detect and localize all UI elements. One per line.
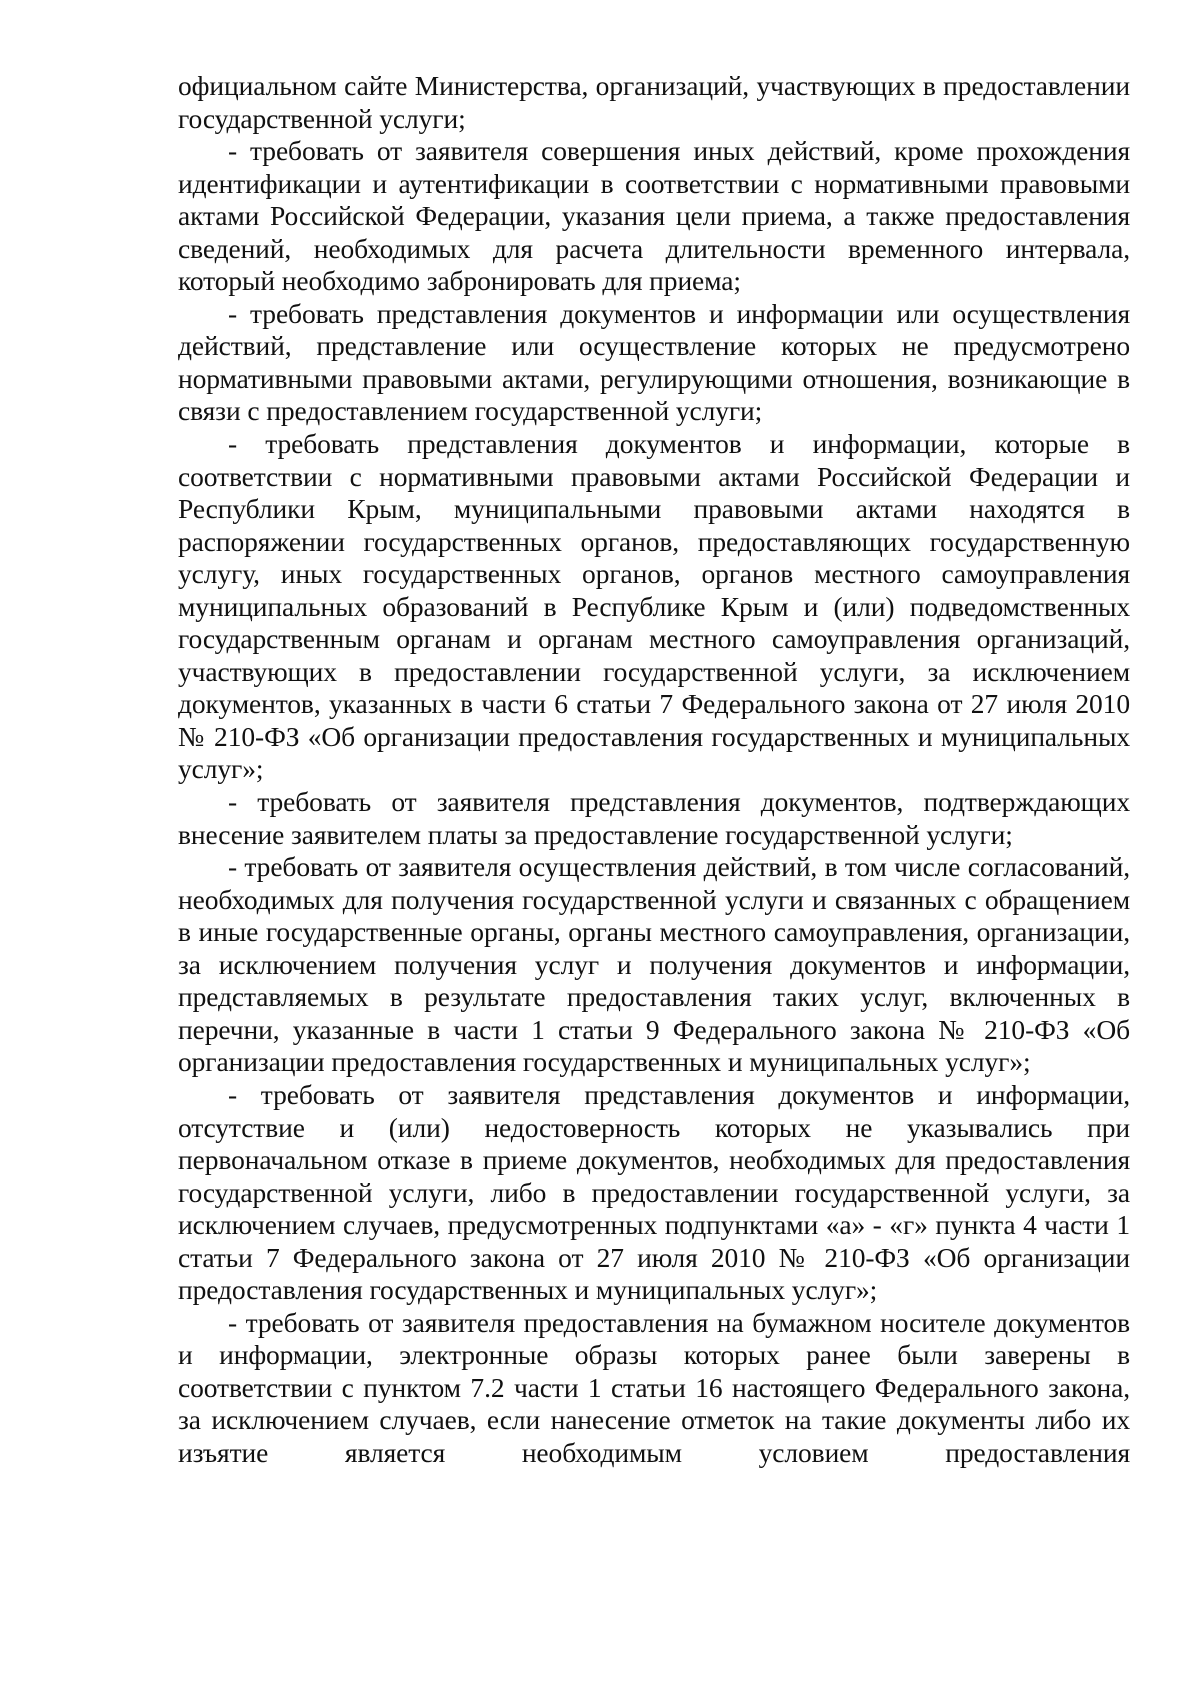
paragraph-approvals-requirement: - требовать от заявителя осуществления действий, в том числе согласований, необходимых для получения государственной услуги и связанных с обращением в иные государственные органы, органы местного самоуправления, организации, за исключением получения услуг и получения документов и информации, представляемых в результате предоставления таких услуг, включенных в перечни, указанные в части 1 статьи 9 Федерального закона № 210-ФЗ «Об организации предоставления государственных и муниципальных услуг»; [178, 851, 1130, 1078]
paragraph-continuation: официальном сайте Министерства, организаций, участвующих в предоставлении государственной услуги; [178, 70, 1130, 134]
paragraph-identification-requirement: - требовать от заявителя совершения иных действий, кроме прохождения идентификации и аутентификации в соответствии с нормативными правовыми актами Российской Федерации, указания цели приема, а также предоставления сведений, необходимых для расчета длительности временного интервала, который необходимо забронировать для приема; [178, 135, 1130, 297]
paragraph-missing-info-requirement: - требовать от заявителя представления документов и информации, отсутствие и (или) недостоверность которых не указывались при первоначальном отказе в приеме документов, необходимых для предоставления государственной услуги, либо в предоставлении государственной услуги, за исключением случаев, предусмотренных подпунктами «а» - «г» пункта 4 части 1 статьи 7 Федерального закона от 27 июля 2010 № 210-ФЗ «Об организации предоставления государственных и муниципальных услуг»; [178, 1078, 1130, 1306]
paragraph-unregulated-documents: - требовать представления документов и информации или осуществления действий, представление или осуществление которых не предусмотрено нормативными правовыми актами, регулирующими отношения, возникающие в связи с предоставлением государственной услуги; [178, 297, 1130, 427]
paragraph-fee-payment-proof: - требовать от заявителя представления документов, подтверждающих внесение заявителем платы за предоставление государственной услуги; [178, 786, 1130, 850]
paragraph-paper-copies-requirement: - требовать от заявителя предоставления на бумажном носителе документов и информации, электронные образы которых ранее были заверены в соответствии с пунктом 7.2 части 1 статьи 16 настоящего Федерального закона, за исключением случаев, если нанесение отметок на такие документы либо их изъятие является необходимым условием предоставления [178, 1306, 1130, 1468]
paragraph-documents-held-by-agencies: - требовать представления документов и информации, которые в соответствии с нормативными правовыми актами Российской Федерации и Республики Крым, муниципальными правовыми актами находятся в распоряжении государственных органов, предоставляющих государственную услугу, иных государственных органов, органов местного самоуправления муниципальных образований в Республике Крым и (или) подведомственных государственным органам и органам местного самоуправления организаций, участвующих в предоставлении государственной услуги, за исключением документов, указанных в части 6 статьи 7 Федерального закона от 27 июля 2010 № 210-ФЗ «Об организации предоставления государственных и муниципальных услуг»; [178, 428, 1130, 785]
document-body [178, 70, 1130, 1470]
